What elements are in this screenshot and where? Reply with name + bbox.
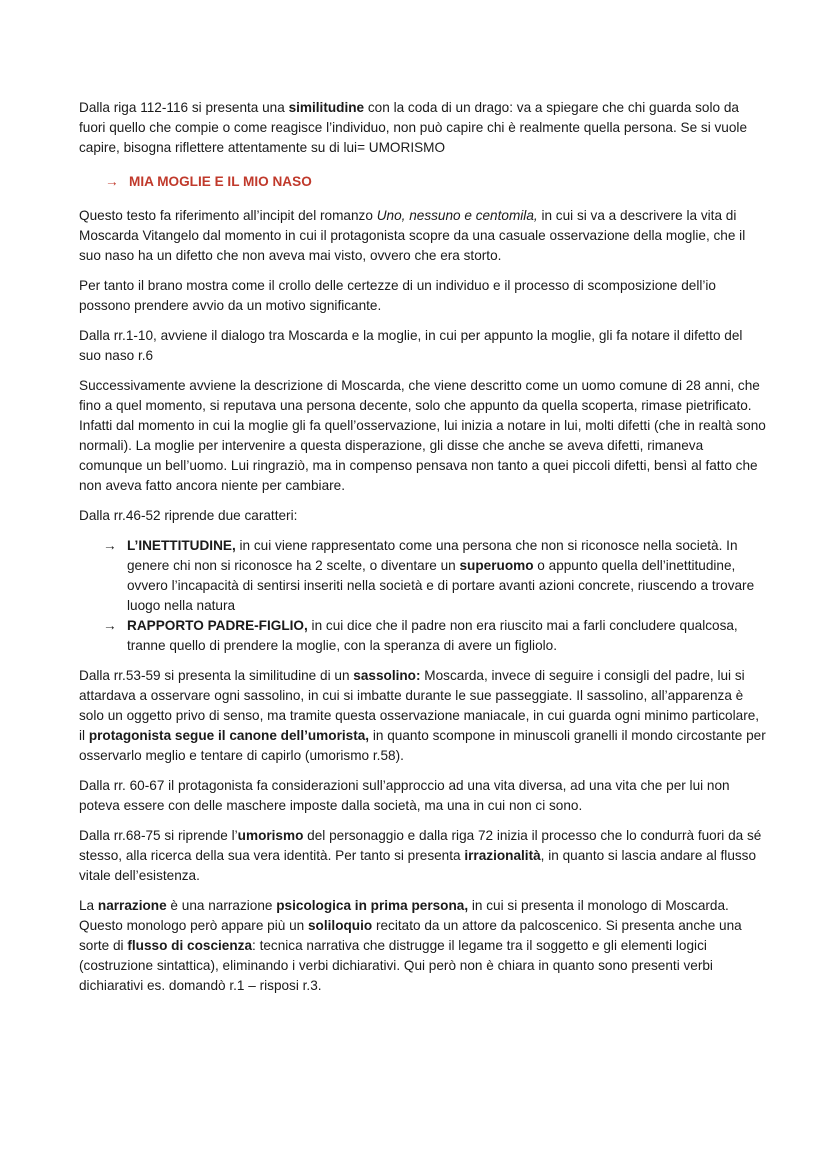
- arrow-right-icon: →: [103, 618, 117, 633]
- bold-similitudine: similitudine: [288, 100, 365, 115]
- list-item: → RAPPORTO PADRE-FIGLIO, in cui dice che il padre non era riuscito mai a farli concludere qualcosa, tranne quello di prendere la moglie, con la speranza di avere un figliolo.: [103, 616, 768, 656]
- arrow-right-icon: →: [105, 174, 119, 189]
- paragraph-sassolino: Dalla rr.53-59 si presenta la similitudine di un sassolino: Moscarda, invece di seguire i consigli del padre, lui si attardava a osservare ogni sassolino, in cui si imbatte durante le sue passeggiate. Il sassolino, all’apparenza è solo un oggetto privo di senso, ma tramite questa osservazione maniacale, in cui guarda ogni minimo particolare, il protagonista segue il canone dell’umorista, in quanto scompone in minuscoli granelli il mondo circostante per osservarlo meglio e tentare di capirlo (umorismo r.58).: [79, 668, 766, 763]
- italic-title: Uno, nessuno e centomila,: [376, 208, 538, 223]
- paragraph-narrazione: La narrazione è una narrazione psicologica in prima persona, in cui si presenta il monologo di Moscarda. Questo monologo però appare più un soliloquio recitato da un attore da palcoscenico. Si presenta anche una sorte di flusso di coscienza: tecnica narrativa che distrugge il legame tra il soggetto e gli elementi logici (costruzione sintattica), eliminando i verbi dichiarativi. Qui però non è chiara in quanto sono presenti verbi dichiarativi es. domandò r.1 – risposi r.3.: [79, 898, 742, 993]
- paragraph-dialogo: Dalla rr.1-10, avviene il dialogo tra Moscarda e la moglie, in cui per appunto la moglie, gli fa notare il difetto del suo naso r.6: [79, 328, 743, 363]
- paragraph-due-caratteri: Dalla rr.46-52 riprende due caratteri:: [79, 508, 298, 523]
- paragraph-similitudine-drago: Dalla riga 112-116 si presenta una similitudine con la coda di un drago: va a spiegare che chi guarda solo da fuori quello che compie o come reagisce l’individuo, non può capire chi è realmente quella persona. Se si vuole capire, bisogna riflettere attentamente su di lui= UMORISMO: [79, 100, 747, 155]
- paragraph-incipit: Questo testo fa riferimento all’incipit del romanzo Uno, nessuno e centomila, in cui si va a descrivere la vita di Moscarda Vitangelo dal momento in cui il protagonista scopre da una casuale osservazione della moglie, che il suo naso ha un difetto che non aveva mai visto, ovvero che era storto.: [79, 208, 746, 263]
- arrow-right-icon: →: [103, 538, 117, 553]
- list-item: → L’INETTITUDINE, in cui viene rappresentato come una persona che non si riconosce nella società. In genere chi non si riconosce ha 2 scelte, o diventare un superuomo o appunto quella dell’inettitudine, ovvero l’incapacità di sentirsi inseriti nella società e di portare avanti azioni concrete, riuscendo a trovare luogo nella natura: [103, 536, 768, 616]
- paragraph-vita-diversa: Dalla rr. 60-67 il protagonista fa considerazioni sull’approccio ad una vita diversa, ad una vita che per lui non poteva essere con delle maschere imposte dalla società, ma una in cui non ci sono.: [79, 778, 730, 813]
- bullet-list: [79, 536, 768, 656]
- section-heading: [105, 172, 768, 192]
- section-heading-text: MIA MOGLIE E IL MIO NASO: [129, 174, 312, 189]
- paragraph-crollo-certezze: Per tanto il brano mostra come il crollo delle certezze di un individuo e il processo di scomposizione dell’io possono prendere avvio da un motivo significante.: [79, 278, 716, 313]
- paragraph-descrizione-moscarda: Successivamente avviene la descrizione di Moscarda, che viene descritto come un uomo comune di 28 anni, che fino a quel momento, si reputava una persona decente, solo che appunto da quella scoperta, rimase pietrificato. Infatti dal momento in cui la moglie gli fa quell’osservazione, lui inizia a notare in lui, molti difetti (che in realtà sono normali). La moglie per intervenire a questa disperazione, gli disse che anche se aveva difetti, rimaneva comunque un bell’uomo. Lui ringraziò, ma in compenso pensava non tanto a quei piccoli difetti, bensì al fatto che non aveva fatto ancora niente per cambiare.: [79, 378, 766, 493]
- paragraph-umorismo: Dalla rr.68-75 si riprende l’umorismo del personaggio e dalla riga 72 inizia il processo che lo condurrà fuori da sé stesso, alla ricerca della sua vera identità. Per tanto si presenta irrazionalità, in quanto si lascia andare al flusso vitale dell’esistenza.: [79, 828, 762, 883]
